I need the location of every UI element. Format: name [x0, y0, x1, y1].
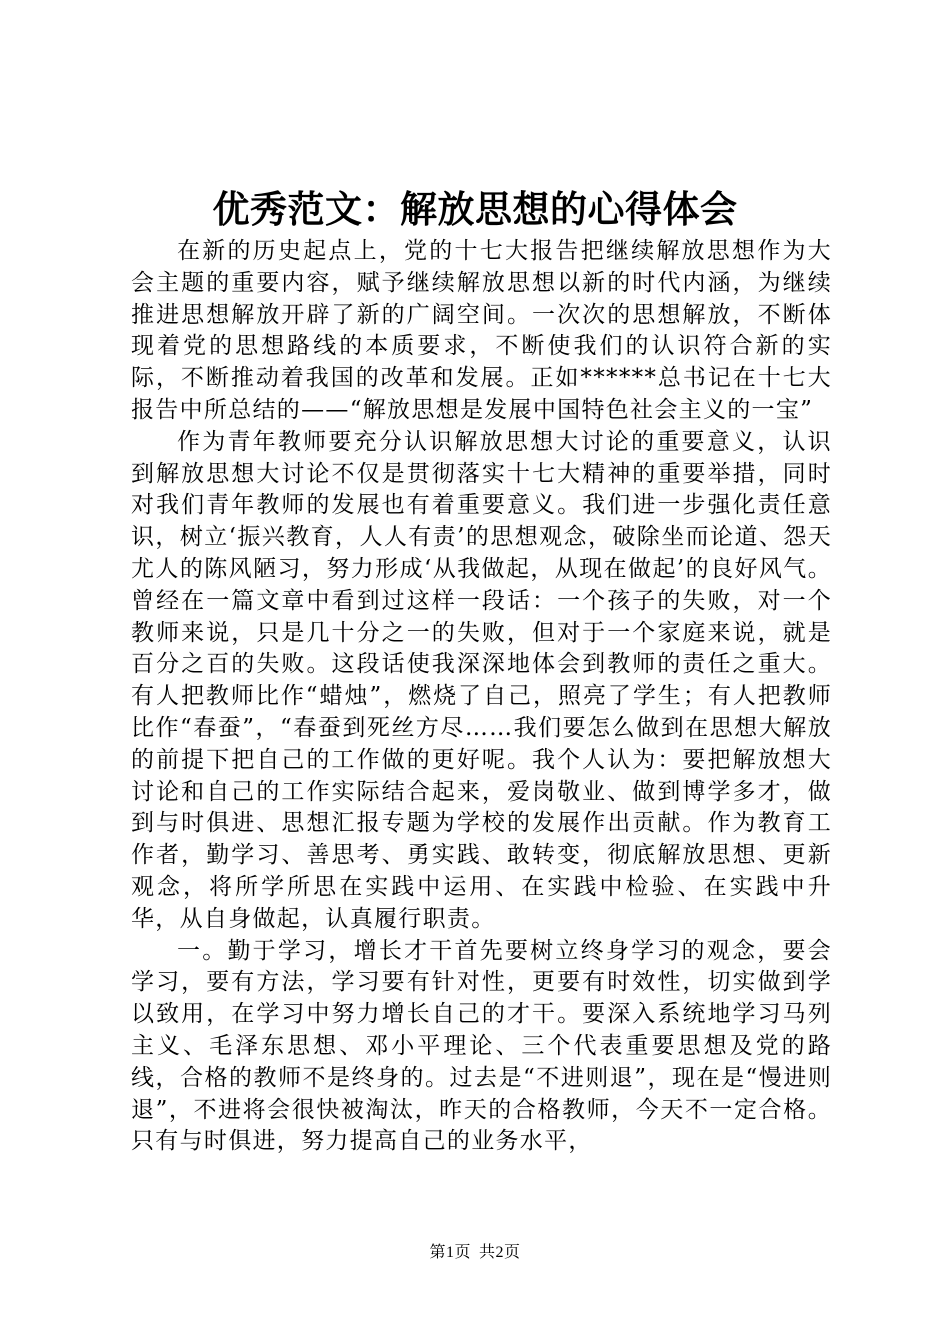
- paragraph: 在新的历史起点上，党的十七大报告把继续解放思想作为大会主题的重要内容，赋予继续解放思想以新的时代内涵，为继续推进思想解放开辟了新的广阔空间。一次次的思想解放，不断体现着党的思想路线的本质要求，不断使我们的认识符合新的实际，不断推动着我国的改革和发展。正如******总书记在十七大报告中所总结的——“解放思想是发展中国特色社会主义的一宝”: [131, 238, 832, 423]
- document-title: 优秀范文：解放思想的心得体会: [212, 187, 738, 231]
- paragraph: 作为青年教师要充分认识解放思想大讨论的重要意义，认识到解放思想大讨论不仅是贯彻落实十七大精神的重要举措，同时对我们青年教师的发展也有着重要意义。我们进一步强化责任意识，树立‘振兴教育，人人有责’的思想观念，破除坐而论道、怨天尤人的陈风陋习，努力形成‘从我做起，从现在做起’的良好风气。曾经在一篇文章中看到过这样一段话：一个孩子的失败，对一个教师来说，只是几十分之一的失败，但对于一个家庭来说，就是百分之百的失败。这段话使我深深地体会到教师的责任之重大。有人把教师比作“蜡烛”，燃烧了自己，照亮了学生；有人把教师比作“春蚕”，“春蚕到死丝方尽……我们要怎么做到在思想大解放的前提下把自己的工作做的更好呢。我个人认为：要把解放想大讨论和自己的工作实际结合起来，爱岗敬业、做到博学多才，做到与时俱进、思想汇报专题为学校的发展作出贡献。作为教育工作者，勤学习、善思考、勇实践、敢转变，彻底解放思想、更新观念，将所学所思在实践中运用、在实践中检验、在实践中升华，从自身做起，认真履行职责。: [131, 428, 832, 932]
- page-total: 共2页: [479, 1244, 521, 1261]
- paragraph: 一。勤于学习，增长才干首先要树立终身学习的观念，要会学习，要有方法，学习要有针对性，更要有时效性，切实做到学以致用，在学习中努力增长自己的才干。要深入系统地学习马列主义、毛泽东思想、邓小平理论、三个代表重要思想及党的路线，合格的教师不是终身的。过去是“不进则退”，现在是“慢进则退”，不进将会很快被淘汰，昨天的合格教师，今天不一定合格。只有与时俱进，努力提高自己的业务水平，: [131, 937, 832, 1155]
- document-body: [131, 236, 832, 1158]
- page-footer: [0, 1241, 950, 1265]
- page-number: 第1页: [429, 1244, 471, 1261]
